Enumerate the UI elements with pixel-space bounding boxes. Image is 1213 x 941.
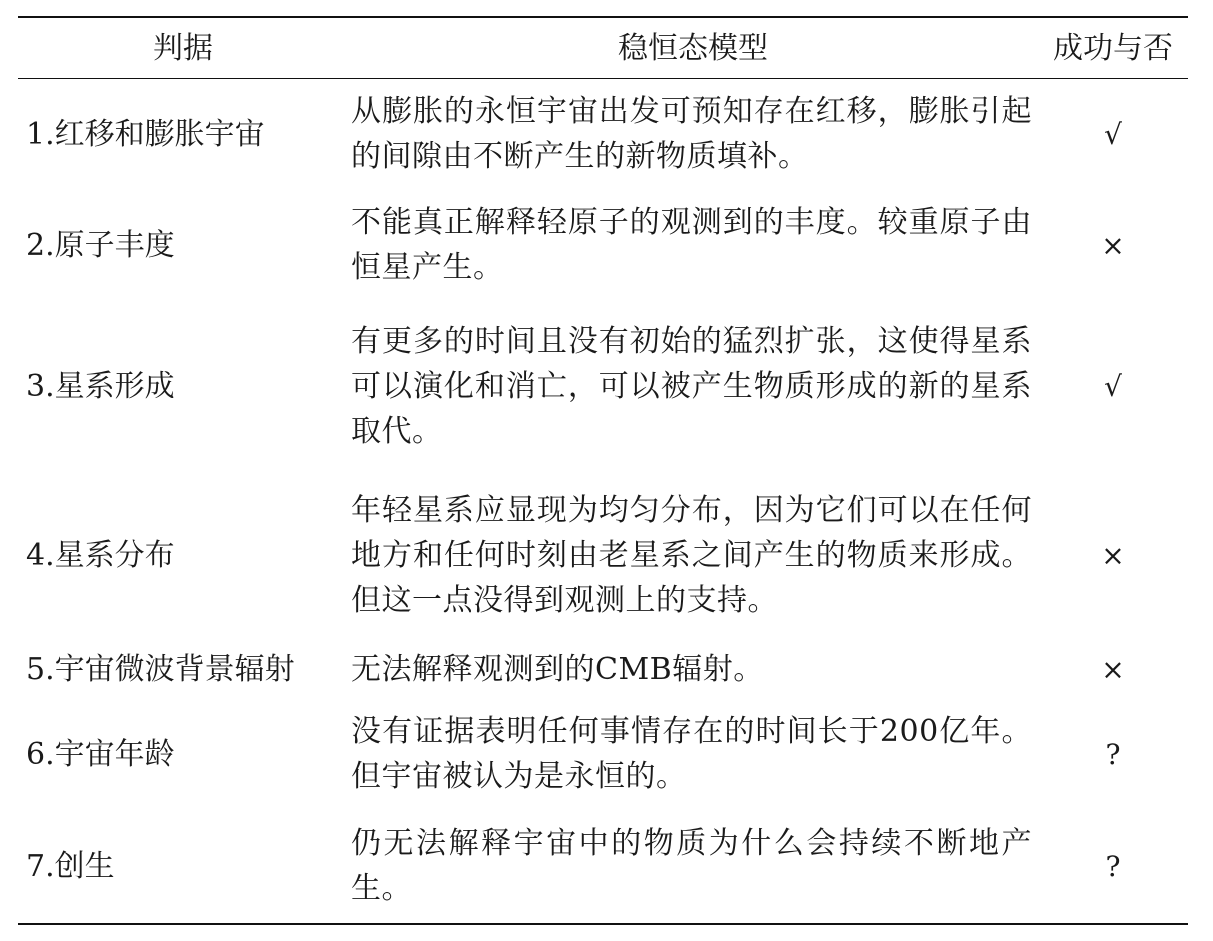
- criterion-cell: 2.原子丰度: [26, 227, 175, 263]
- table-header: [18, 17, 1188, 79]
- description-cell: 从膨胀的永恒宇宙出发可预知存在红移，膨胀引起的间隙由不断产生的新物质填补。: [351, 94, 1032, 174]
- criterion-cell: 5.宇宙微波背景辐射: [26, 651, 295, 687]
- success-mark-cell: ?: [1105, 849, 1121, 883]
- criterion-cell: 1.红移和膨胀宇宙: [26, 116, 265, 152]
- description-cell: 有更多的时间且没有初始的猛烈扩张，这使得星系可以演化和消亡，可以被产生物质形成的新的星系取代。: [351, 323, 1032, 449]
- header-success: 成功与否: [1053, 30, 1173, 66]
- header-row: [18, 17, 1188, 79]
- steady-state-model-table-container: [18, 16, 1188, 925]
- table-row: [18, 471, 1188, 639]
- success-mark-cell: ×: [1101, 652, 1125, 686]
- criterion-cell: 6.宇宙年龄: [26, 736, 175, 772]
- success-mark-cell: √: [1104, 369, 1122, 403]
- success-mark-cell: ×: [1101, 538, 1125, 572]
- steady-state-model-table: [18, 16, 1188, 925]
- criterion-cell: 3.星系形成: [26, 368, 175, 404]
- description-cell: 无法解释观测到的CMB辐射。: [351, 651, 764, 687]
- criterion-cell: 4.星系分布: [26, 537, 175, 573]
- success-mark-cell: ?: [1105, 737, 1121, 771]
- header-model: 稳恒态模型: [618, 30, 768, 66]
- table-row: [18, 699, 1188, 809]
- table-row: [18, 809, 1188, 924]
- table-row: [18, 79, 1188, 190]
- table-row: [18, 639, 1188, 699]
- table-row: [18, 301, 1188, 471]
- criterion-cell: 7.创生: [26, 848, 115, 884]
- description-cell: 没有证据表明任何事情存在的时间长于200亿年。但宇宙被认为是永恒的。: [351, 714, 1032, 794]
- success-mark-cell: √: [1104, 117, 1122, 151]
- table-body: [18, 79, 1188, 925]
- header-criterion: 判据: [153, 30, 213, 66]
- description-cell: 年轻星系应显现为均匀分布，因为它们可以在任何地方和任何时刻由老星系之间产生的物质来形成。但这一点没得到观测上的支持。: [351, 492, 1032, 618]
- description-cell: 不能真正解释轻原子的观测到的丰度。较重原子由恒星产生。: [351, 205, 1032, 285]
- description-cell: 仍无法解释宇宙中的物质为什么会持续不断地产生。: [351, 826, 1032, 906]
- success-mark-cell: ×: [1101, 228, 1125, 262]
- table-row: [18, 189, 1188, 301]
